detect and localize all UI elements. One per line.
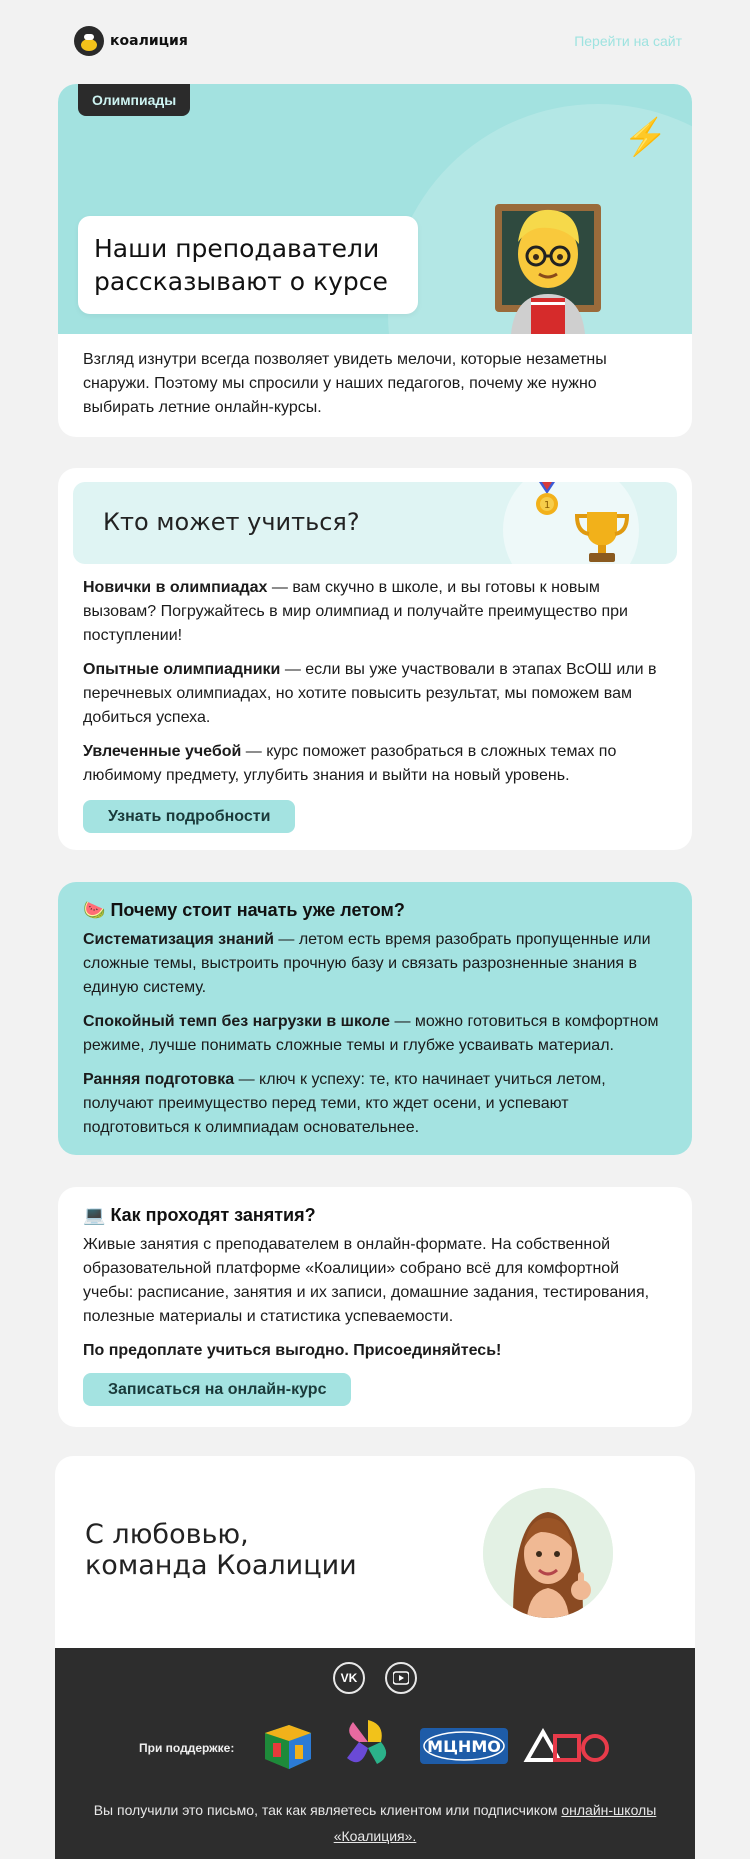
why-title: Почему стоит начать уже летом? xyxy=(110,900,405,920)
why-item-title: Систематизация знаний xyxy=(83,931,274,948)
partner-mccme-logo[interactable] xyxy=(420,1728,508,1764)
who-item xyxy=(58,740,692,788)
signoff-line2: команда Коалиции xyxy=(85,1550,357,1581)
hero-title-line2: рассказывают о курсе xyxy=(94,267,388,296)
teacher-icon xyxy=(493,194,603,334)
why-item xyxy=(58,928,692,1000)
learn-more-button[interactable]: Узнать подробности xyxy=(83,800,295,833)
partner-flower-logo[interactable] xyxy=(341,1718,395,1770)
footer-note xyxy=(79,1797,671,1849)
who-banner xyxy=(73,482,677,564)
signoff-line1: С любовью, xyxy=(85,1519,249,1550)
promo-text: По предоплате учиться выгодно. Присоединяйтесь! xyxy=(83,1342,502,1359)
why-item xyxy=(58,1068,692,1140)
partner-cube-logo[interactable] xyxy=(261,1719,315,1773)
medal-icon xyxy=(533,482,561,516)
email-header xyxy=(0,0,750,84)
who-item xyxy=(58,658,692,730)
go-to-site-link[interactable]: Перейти на сайт xyxy=(574,33,682,49)
signoff-card xyxy=(55,1456,695,1656)
partner-dpo-text: ДПО xyxy=(569,1763,572,1764)
category-tag: Олимпиады xyxy=(78,84,190,116)
footer-note-text: Вы получили это письмо, так как являетесь клиентом или подписчиком xyxy=(93,1802,562,1818)
laptop-icon: 💻 xyxy=(83,1205,106,1225)
lightning-icon: ⚡ xyxy=(623,116,668,157)
who-title: Кто может учиться? xyxy=(103,508,360,536)
partner-mccme-text: МЦНМО xyxy=(427,1737,501,1756)
who-item-title: Увлеченные учебой xyxy=(83,743,242,760)
why-heading xyxy=(58,882,692,921)
who-card xyxy=(58,468,692,850)
why-item-text: — можно готовиться в комфортном режиме, лучше понимать сложные темы и глубже усваивать материал. xyxy=(83,1013,659,1054)
signoff-text xyxy=(85,1519,357,1581)
hero-title-box xyxy=(78,216,418,314)
how-card xyxy=(58,1187,692,1427)
how-heading xyxy=(58,1187,692,1226)
school-link[interactable]: онлайн-школы «Коалиция». xyxy=(333,1802,657,1844)
who-item-title: Новички в олимпиадах xyxy=(83,579,268,596)
who-item-text: — вам скучно в школе, и вы готовы к новым вызовам? Погружайтесь в мир олимпиад и получайте преимущество при поступлении! xyxy=(83,579,628,644)
hero-banner xyxy=(58,84,692,334)
youtube-icon[interactable] xyxy=(385,1662,417,1694)
how-text: Живые занятия с преподавателем в онлайн-формате. На собственной образовательной платформе «Коалиции» собрано всё для комфортной учебы: расписание, занятия и их записи, домашние задания, тестирования, полезные материалы и статистика успеваемости. xyxy=(83,1236,650,1325)
trophy-icon xyxy=(573,508,631,564)
why-card xyxy=(58,882,692,1155)
vk-icon[interactable]: VK xyxy=(333,1662,365,1694)
enroll-button[interactable]: Записаться на онлайн-курс xyxy=(83,1373,351,1406)
who-item-text: — курс поможет разобраться в сложных темах по любимому предмету, углубить знания и выйти на новый уровень. xyxy=(83,743,617,784)
how-title: Как проходят занятия? xyxy=(110,1205,316,1225)
svg-text:1: 1 xyxy=(544,500,551,511)
support-label: При поддержке: xyxy=(139,1741,235,1755)
why-item xyxy=(58,1010,692,1058)
hero-card xyxy=(58,84,692,437)
email-footer xyxy=(55,1648,695,1859)
why-item-title: Ранняя подготовка xyxy=(83,1071,235,1088)
watermelon-icon: 🍉 xyxy=(83,900,106,920)
why-item-text: — летом есть время разобрать пропущенные или сложные темы, выстроить прочную базу и связать разрозненные знания в единую систему. xyxy=(83,931,651,996)
hero-intro: Взгляд изнутри всегда позволяет увидеть мелочи, которые незаметны снаружи. Поэтому мы спросили у наших педагогов, почему же нужно выбирать летние онлайн-курсы. xyxy=(83,351,607,416)
why-item-text: — ключ к успеху: те, кто начинает учиться летом, получают преимущество перед теми, кто ждет осени, и успевают подготовиться к олимпиадам основательнее. xyxy=(83,1071,606,1136)
partner-dpo-logo[interactable] xyxy=(523,1728,615,1764)
brand-logo[interactable] xyxy=(74,26,188,56)
team-avatar-icon xyxy=(483,1488,613,1618)
who-item-text: — если вы уже участвовали в этапах ВсОШ или в перечневых олимпиадах, но хотите повысить результат, мы поможем вам добиться успеха. xyxy=(83,661,657,726)
logo-text: коалиция xyxy=(110,33,188,49)
hero-title-line1: Наши преподаватели xyxy=(94,234,380,263)
koala-logo-icon xyxy=(74,26,104,56)
why-item-title: Спокойный темп без нагрузки в школе xyxy=(83,1013,391,1030)
who-item xyxy=(58,576,692,648)
who-item-title: Опытные олимпиадники xyxy=(83,661,281,678)
